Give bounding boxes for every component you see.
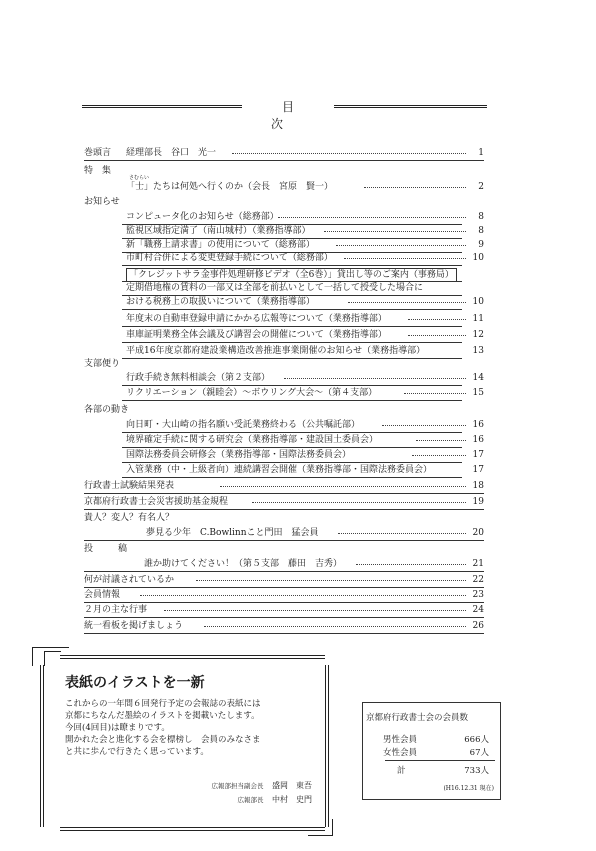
toc-page-number: 18 bbox=[472, 481, 484, 491]
entry-underline bbox=[84, 493, 484, 494]
toc-page-number: 10 bbox=[472, 297, 484, 307]
toc-entry-text: 投 稿 bbox=[84, 544, 136, 554]
entry-underline bbox=[122, 400, 462, 401]
toc-entry-text: 入管業務（中・上級者向）連続講習会開催（業務指導部・国際法務委員会） bbox=[126, 465, 433, 475]
toc-page-number: 23 bbox=[472, 590, 484, 600]
toc-page-number: 8 bbox=[478, 212, 484, 222]
toc-title-bar bbox=[82, 100, 487, 131]
toc-section-label: 支部便り bbox=[84, 359, 121, 369]
toc-page-number: 26 bbox=[472, 621, 484, 631]
dot-leader bbox=[140, 595, 466, 596]
dot-leader bbox=[404, 393, 466, 394]
entry-underline bbox=[84, 587, 484, 588]
dot-leader bbox=[408, 319, 466, 320]
toc-entry-text: 誰か助けてください！（第５支部 藤田 吉秀） bbox=[144, 559, 343, 569]
dot-leader bbox=[364, 187, 466, 188]
dot-leader bbox=[336, 245, 466, 246]
toc-page-number: 9 bbox=[478, 240, 484, 250]
toc-page-number: 22 bbox=[472, 575, 484, 585]
signature-1 bbox=[40, 780, 312, 792]
toc-entry-text: 統一看板を掲げましょう bbox=[84, 621, 184, 631]
toc-page-number: 12 bbox=[472, 330, 484, 340]
signature-2 bbox=[40, 794, 312, 806]
entry-underline bbox=[122, 462, 462, 463]
dot-leader bbox=[356, 564, 466, 565]
toc-section-label: 各部の動き bbox=[84, 405, 130, 415]
toc-page-number: 21 bbox=[472, 559, 484, 569]
title-rule-right bbox=[334, 105, 487, 108]
entry-underline bbox=[84, 509, 484, 510]
box-border-right bbox=[325, 665, 329, 827]
box-corner-ornament bbox=[308, 819, 333, 836]
toc-entry-text: 京都府行政書士会災害援助基金規程 bbox=[84, 497, 229, 507]
entry-underline bbox=[84, 160, 484, 161]
member-label: 女性会員 bbox=[383, 748, 418, 758]
toc-entry-text: 行政手続き無料相談会（第２支部） bbox=[126, 373, 271, 383]
body-line: 今回(4回目)は瞭まりです。 bbox=[65, 723, 170, 733]
signature-name: 中村 史門 bbox=[272, 795, 312, 804]
toc-entry-text: ２月の主な行事 bbox=[84, 605, 148, 615]
entry-underline bbox=[122, 309, 462, 310]
entry-underline bbox=[122, 358, 462, 359]
member-count-title: 京都府行政書士会の会員数 bbox=[366, 713, 469, 723]
toc-entry-text: リクリエーション（親睦会）～ボウリング大会～（第４支部） bbox=[126, 388, 378, 398]
entry-underline bbox=[84, 602, 484, 603]
toc-entry-text: コンピュータ化のお知らせ（総務部） bbox=[126, 212, 279, 222]
entry-underline bbox=[84, 571, 484, 572]
toc-entry-text: 貴人？変人？有名人？ bbox=[84, 513, 175, 523]
toc-entry-text: 監視区域指定満了（南山城村）（業務指導部） bbox=[126, 226, 311, 236]
dot-leader bbox=[412, 455, 466, 456]
toc-page-number: 8 bbox=[478, 226, 484, 236]
toc-entry-text: 行政書士試験結果発表 bbox=[84, 481, 175, 491]
entry-underline bbox=[84, 540, 484, 541]
toc-page-number: 2 bbox=[478, 182, 484, 192]
toc-entry-text: 「士」たちは何処へ行くのか（会長 宮原 賢一） bbox=[126, 182, 334, 192]
dot-leader bbox=[338, 533, 466, 534]
toc-page-number: 17 bbox=[472, 465, 484, 475]
toc-section-label: 特 集 bbox=[84, 166, 112, 176]
illustration-body bbox=[65, 698, 323, 758]
entry-underline bbox=[122, 265, 462, 266]
toc-entry-text: 年度末の自動車登録申請にかかる広報等について（業務指導部） bbox=[126, 314, 387, 324]
body-line: と共に歩んで行きたく思っています。 bbox=[65, 747, 209, 757]
body-line: 開かれた会と進化する会を標榜し 会員のみなさま bbox=[65, 735, 261, 745]
dot-leader bbox=[284, 378, 466, 379]
entry-underline bbox=[122, 342, 462, 343]
toc-entry-text: 市町村合併による変更登録手続について（総務部） bbox=[126, 253, 333, 263]
entry-underline bbox=[122, 326, 462, 327]
title-rule-left bbox=[82, 105, 242, 108]
member-value: 666人 bbox=[464, 735, 489, 745]
entry-underline bbox=[84, 617, 484, 618]
entry-underline bbox=[122, 385, 462, 386]
member-value: 733人 bbox=[464, 766, 489, 776]
toc-entry-text: 会員情報 bbox=[84, 590, 121, 600]
dot-leader bbox=[204, 626, 466, 627]
toc-section-label: お知らせ bbox=[84, 197, 120, 207]
member-value: 67人 bbox=[469, 748, 489, 758]
dot-leader bbox=[232, 153, 466, 154]
toc-entry-text: 新「職務上請求書」の使用について（総務部） bbox=[126, 240, 315, 250]
entry-underline bbox=[122, 477, 462, 478]
member-label: 計 bbox=[397, 766, 406, 776]
entry-underline bbox=[122, 432, 462, 433]
toc-page-number: 17 bbox=[472, 450, 484, 460]
toc-entry-text: 向日町・大山崎の指名願い受託業務終わる（公共嘱託部） bbox=[126, 420, 361, 430]
toc-page-number: 16 bbox=[472, 420, 484, 430]
toc-page-number: 10 bbox=[472, 253, 484, 263]
toc-page-number: 24 bbox=[472, 605, 484, 615]
dot-leader bbox=[220, 486, 466, 487]
page-title: 目 次 bbox=[270, 100, 351, 131]
dot-leader bbox=[324, 231, 466, 232]
signature-name: 盛岡 東吾 bbox=[272, 781, 312, 790]
toc-entry-text: おける税務上の取扱いについて（業務指導部） bbox=[126, 297, 315, 307]
toc-page-number: 16 bbox=[472, 435, 484, 445]
dot-leader bbox=[382, 425, 466, 426]
toc-page-number: 20 bbox=[472, 528, 484, 538]
entry-underline bbox=[122, 447, 462, 448]
illustration-heading: 表紙のイラストを一新 bbox=[65, 675, 205, 691]
toc-entry-text: 車庫証明業務全体会議及び講習会の開催について（業務指導部） bbox=[126, 330, 387, 340]
toc-entry-text: 夢見る少年 C.Bowlinnこと門田 猛会員 bbox=[146, 528, 319, 538]
signature-role: 広報部長 bbox=[237, 796, 264, 804]
dot-leader bbox=[278, 217, 466, 218]
dot-leader bbox=[252, 502, 466, 503]
toc-entry-text: 国際法務委員会研修会（業務指導部・国際法務委員会） bbox=[126, 450, 352, 460]
body-line: 京都にちなんだ墨絵のイラストを掲載いたします。 bbox=[65, 711, 260, 721]
dot-leader bbox=[408, 335, 466, 336]
toc-page-number: 19 bbox=[472, 497, 484, 507]
box-border-bottom bbox=[60, 827, 325, 831]
member-count-box bbox=[362, 702, 501, 800]
member-label: 男性会員 bbox=[383, 735, 418, 745]
toc-entry-text: 「クレジットサラ金事件処理研修ビデオ（全6巻）」貸出し等のご案内（事務局） bbox=[126, 268, 457, 282]
box-corner-ornament bbox=[44, 651, 61, 666]
total-rule bbox=[385, 760, 495, 761]
dot-leader bbox=[348, 302, 466, 303]
toc-page-number: 14 bbox=[472, 373, 484, 383]
dot-leader bbox=[164, 610, 466, 611]
toc-page-number: 15 bbox=[472, 388, 484, 398]
toc-entry-text: 何が討議されているか bbox=[84, 575, 175, 585]
toc-section-label: 巻頭言 bbox=[84, 148, 112, 158]
toc-entry-text: 境界確定手続に関する研究会（業務指導部・建設国土委員会） bbox=[126, 435, 379, 445]
toc-entry-text: 定期借地権の賃料の一部又は全部を前払いとして一括して授受した場合に bbox=[126, 283, 424, 293]
dot-leader bbox=[344, 258, 466, 259]
toc-page-number: 13 bbox=[472, 346, 484, 356]
ruby-reading: さむらい bbox=[129, 175, 150, 181]
dot-leader bbox=[416, 440, 466, 441]
toc-page-number: 11 bbox=[472, 314, 484, 324]
member-count-date: (H16.12.31 現在) bbox=[443, 785, 494, 792]
dot-leader bbox=[196, 580, 466, 581]
box-border-top bbox=[60, 655, 325, 659]
illustration-notice-box bbox=[40, 655, 325, 827]
toc-page-number: 1 bbox=[478, 148, 484, 158]
toc-entry-text: 経理部長 谷口 光一 bbox=[126, 148, 217, 158]
signature-role: 広報部担当副会長 bbox=[211, 782, 264, 790]
toc-entry-text: 平成16年度京都府建設業構造改善推進事業開催のお知らせ（業務指導部） bbox=[126, 346, 426, 356]
body-line: これからの一年間６回発行予定の会報誌の表紙には bbox=[65, 699, 261, 709]
entry-underline bbox=[84, 633, 484, 634]
